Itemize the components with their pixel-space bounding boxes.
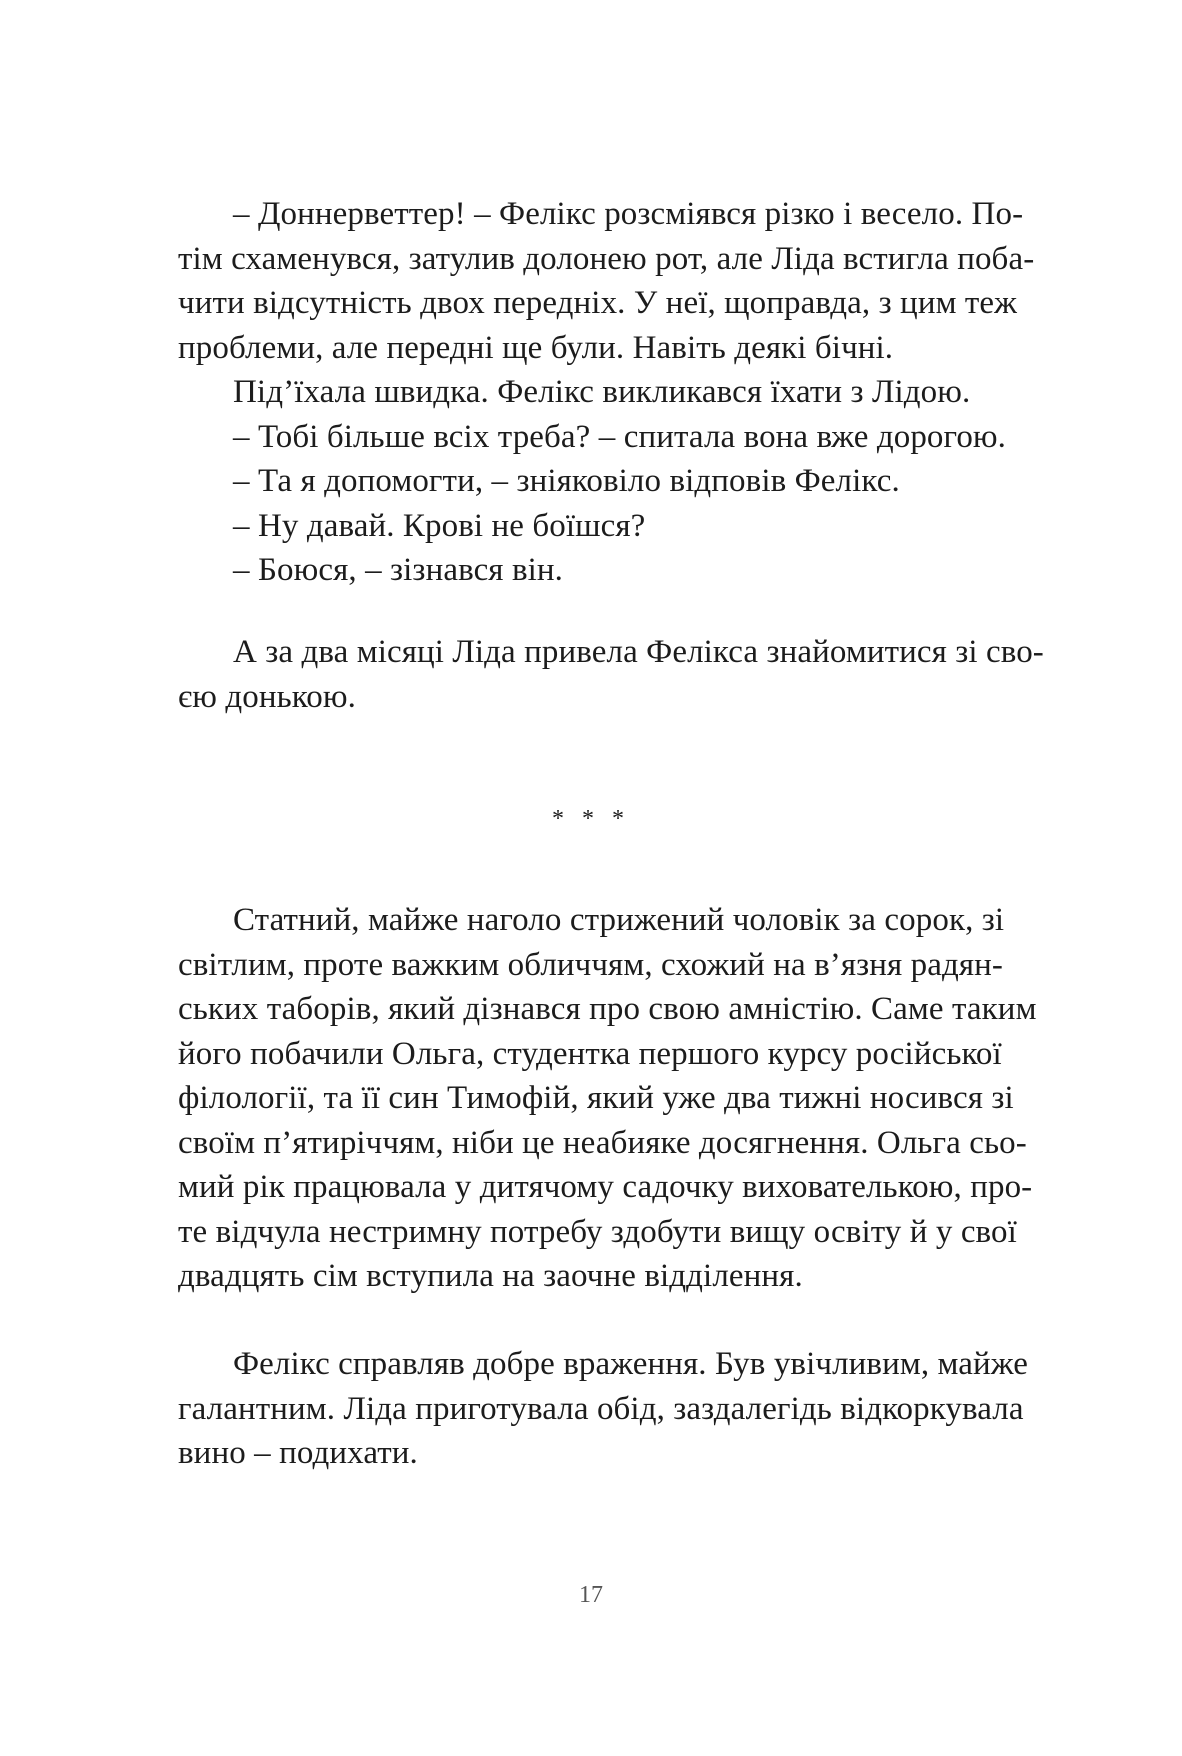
text-line: проблеми, але передні ще були. Навіть деякі бічні. xyxy=(178,329,894,366)
text-line: своїм п’ятиріччям, ніби це неабияке досягнення. Ольга сьо- xyxy=(178,1124,1027,1161)
text-line: світлим, проте важким обличчям, схожий на в’язня радян- xyxy=(178,946,1004,983)
page-number: 17 xyxy=(579,1582,603,1608)
text-line: мий рік працювала у дитячому садочку вихователькою, про- xyxy=(178,1169,1033,1205)
text-line: філології, та її син Тимофій, який уже два тижні носився зі xyxy=(178,1080,1014,1116)
text-line: – Доннерветтер! – Фелікс розсміявся різко і весело. По- xyxy=(233,196,1024,232)
text-line: А за два місяці Ліда привела Фелікса знайомитися зі сво- xyxy=(233,634,1044,670)
text-line: двадцять сім вступила на заочне відділення. xyxy=(178,1258,803,1294)
paragraph-description xyxy=(178,898,1037,1299)
text-block-dialogue xyxy=(178,192,1035,593)
text-line: галантним. Ліда приготувала обід, заздалегідь відкоркувала xyxy=(178,1390,1024,1427)
text-line: чити відсутність двох передніх. У неї, щоправда, з цим теж xyxy=(178,285,1018,321)
text-line: тім схаменувся, затулив долонею рот, але Ліда встигла поба- xyxy=(178,240,1035,277)
paragraph-impression xyxy=(178,1342,1028,1476)
dialogue-line: – Тобі більше всіх треба? – спитала вона вже дорогою. xyxy=(233,418,1007,455)
text-line: його побачили Ольга, студентка першого курсу російської xyxy=(178,1035,1002,1072)
paragraph-two-months-later xyxy=(178,630,1044,719)
dialogue-line: – Боюся, – зізнався він. xyxy=(233,552,563,588)
text-line: ських таборів, який дізнався про свою амністію. Саме таким xyxy=(178,991,1037,1027)
text-line: єю донькою. xyxy=(178,678,356,715)
text-line: вино – подихати. xyxy=(178,1435,418,1471)
text-line: Статний, майже наголо стрижений чоловік за сорок, зі xyxy=(233,902,1005,938)
text-line: Фелікс справляв добре враження. Був увічливим, майже xyxy=(233,1346,1028,1382)
paragraph-ambulance: Під’їхала швидка. Фелікс викликався їхати з Лідою. xyxy=(233,374,971,410)
section-separator: * * * xyxy=(552,806,630,832)
dialogue-line: – Ну давай. Крові не боїшся? xyxy=(233,507,646,544)
paragraph-donnerwetter xyxy=(178,192,1035,370)
dialogue-line: – Та я допомогти, – зніяковіло відповів Фелікс. xyxy=(233,463,900,499)
text-line: те відчула нестримну потребу здобути вищу освіту й у свої xyxy=(178,1213,1017,1250)
